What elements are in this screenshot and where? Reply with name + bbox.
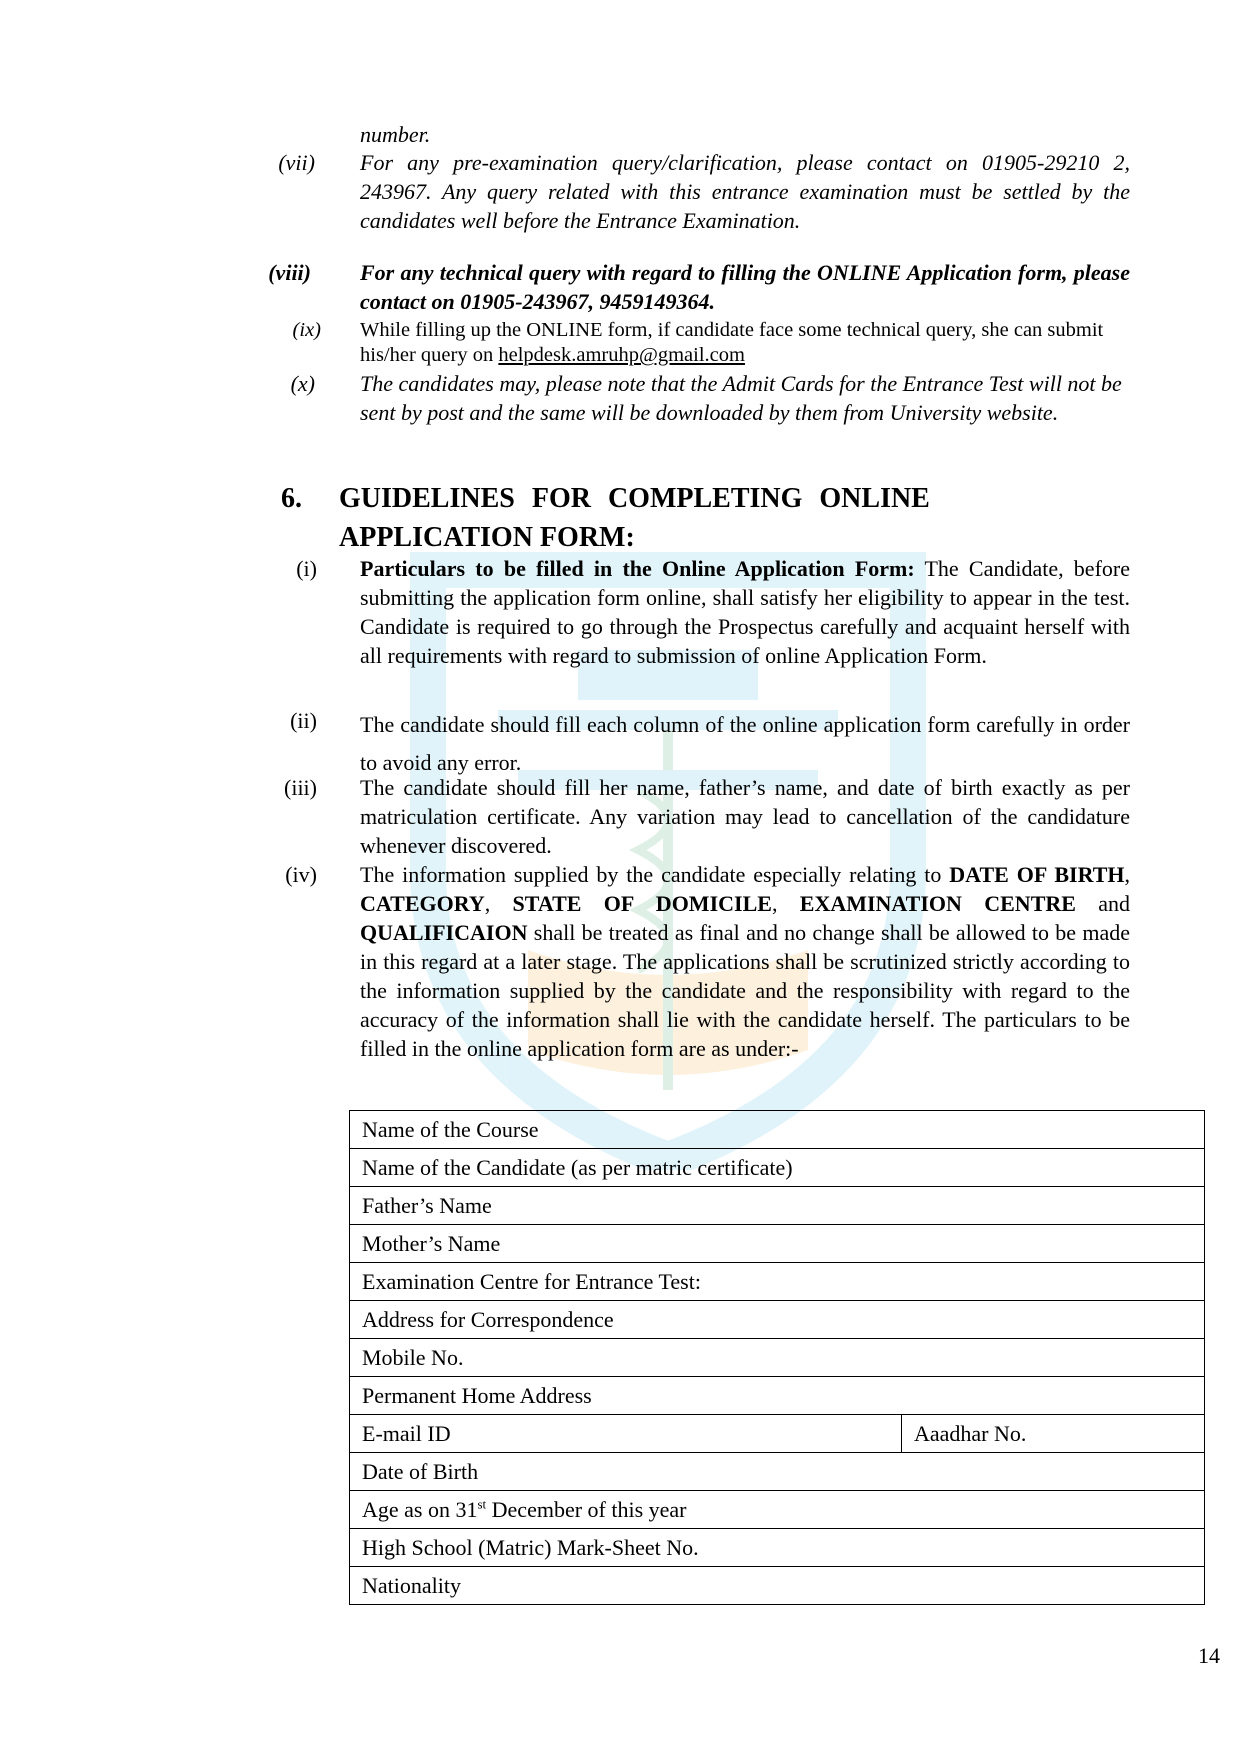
field-aadhar: Aaadhar No. <box>902 1415 1205 1453</box>
item-number: (viii) <box>268 260 311 285</box>
table-row <box>350 1149 1205 1187</box>
field-matric-marksheet: High School (Matric) Mark-Sheet No. <box>350 1529 1205 1567</box>
table-row <box>350 1339 1205 1377</box>
field-mobile: Mobile No. <box>350 1339 1205 1377</box>
continued-text-fragment: number. <box>360 122 431 147</box>
item-bold-term: CATEGORY <box>360 891 485 916</box>
field-nationality: Nationality <box>350 1567 1205 1605</box>
item-number: (iv) <box>285 862 317 887</box>
field-course: Name of the Course <box>350 1111 1205 1149</box>
item-number: (iii) <box>284 775 317 800</box>
item-number: (vii) <box>278 150 315 175</box>
item-text: For any pre-examination query/clarification, please contact on 01905-29210 2, 243967. Any query related with this entrance examination must be settled by the candidates well before the Entrance Examination. <box>360 150 1130 233</box>
field-age-text: Age as on 31 <box>362 1496 478 1522</box>
item-text: The candidate should fill her name, father’s name, and date of birth exactly as per matriculation certificate. Any variation may lead to cancellation of the candidature whenever discovered. <box>360 775 1130 858</box>
item-text-part: , <box>1124 862 1130 887</box>
table-row <box>350 1529 1205 1567</box>
field-mother-name: Mother’s Name <box>350 1225 1205 1263</box>
table-row <box>350 1377 1205 1415</box>
helpdesk-email-link[interactable]: helpdesk.amruhp@gmail.com <box>498 344 745 366</box>
field-dob: Date of Birth <box>350 1453 1205 1491</box>
item-text: The candidate should fill each column of the online application form carefully in order to avoid any error. <box>360 712 1130 775</box>
table-row <box>350 1491 1205 1529</box>
item-text-part: The information supplied by the candidate especially relating to <box>360 862 950 887</box>
field-father-name: Father’s Name <box>350 1187 1205 1225</box>
field-age-text: December of this year <box>486 1496 687 1522</box>
item-bold-term: EXAMINATION CENTRE <box>799 891 1076 916</box>
item-number: (ix) <box>292 319 321 341</box>
item-text-part: While filling up the ONLINE form, if candidate face some technical query, she can submit his/her query on <box>360 319 1104 366</box>
item-text: The candidates may, please note that the Admit Cards for the Entrance Test will not be sent by post and the same will be downloaded by them from University website. <box>360 371 1122 425</box>
item-number: (ii) <box>290 708 317 733</box>
field-age <box>350 1491 1205 1529</box>
item-bold-lead: Particulars to be filled in the Online Application Form: <box>360 556 915 581</box>
item-text-part: , <box>771 891 800 916</box>
application-form-fields-table <box>349 1110 1205 1605</box>
item-text <box>360 860 1130 1063</box>
item-text-part: shall be treated as final and no change shall be allowed to be made in this regard at a later stage. The applications shall be scrutinized strictly according to the information supplied by the candidate and the responsibility with regard to the accuracy of the information shall lie with the candidate herself. The particulars to be filled in the online application form are as under:- <box>360 920 1130 1061</box>
section-number: 6. <box>281 483 302 514</box>
item-text <box>360 318 1130 368</box>
item-text: For any technical query with regard to filling the ONLINE Application form, please contact on 01905-243967, 9459149364. <box>360 260 1130 314</box>
item-bold-term: STATE OF DOMICILE <box>512 891 772 916</box>
field-permanent-address: Permanent Home Address <box>350 1377 1205 1415</box>
table-row <box>350 1301 1205 1339</box>
section-title-line2: APPLICATION FORM: <box>339 522 635 553</box>
item-text <box>360 554 1130 670</box>
field-age-superscript: st <box>477 1496 487 1512</box>
field-correspondence-address: Address for Correspondence <box>350 1301 1205 1339</box>
section-title-line1: GUIDELINES FOR COMPLETING ONLINE <box>339 483 930 514</box>
table-row <box>350 1415 1205 1453</box>
item-number: (x) <box>290 371 315 396</box>
table-row <box>350 1567 1205 1605</box>
item-bold-term: DATE OF BIRTH <box>949 862 1125 887</box>
table-row <box>350 1225 1205 1263</box>
item-text-part: , <box>484 891 513 916</box>
table-row <box>350 1111 1205 1149</box>
table-row <box>350 1187 1205 1225</box>
field-candidate-name: Name of the Candidate (as per matric certificate) <box>350 1149 1205 1187</box>
item-bold-term: QUALIFICAION <box>360 920 528 945</box>
item-text-part: and <box>1075 891 1131 916</box>
field-email: E-mail ID <box>350 1415 902 1453</box>
page-number: 14 <box>1198 1643 1220 1668</box>
table-row <box>350 1263 1205 1301</box>
item-text-part: The Candidate, before submitting the application form online, shall satisfy her eligibility to appear in the test. Candidate is required to go through the Prospectus carefully and acquaint herself with all requirements with regard to submission of online Application Form. <box>360 556 1130 668</box>
field-exam-centre: Examination Centre for Entrance Test: <box>350 1263 1205 1301</box>
item-number: (i) <box>296 556 317 581</box>
table-row <box>350 1453 1205 1491</box>
